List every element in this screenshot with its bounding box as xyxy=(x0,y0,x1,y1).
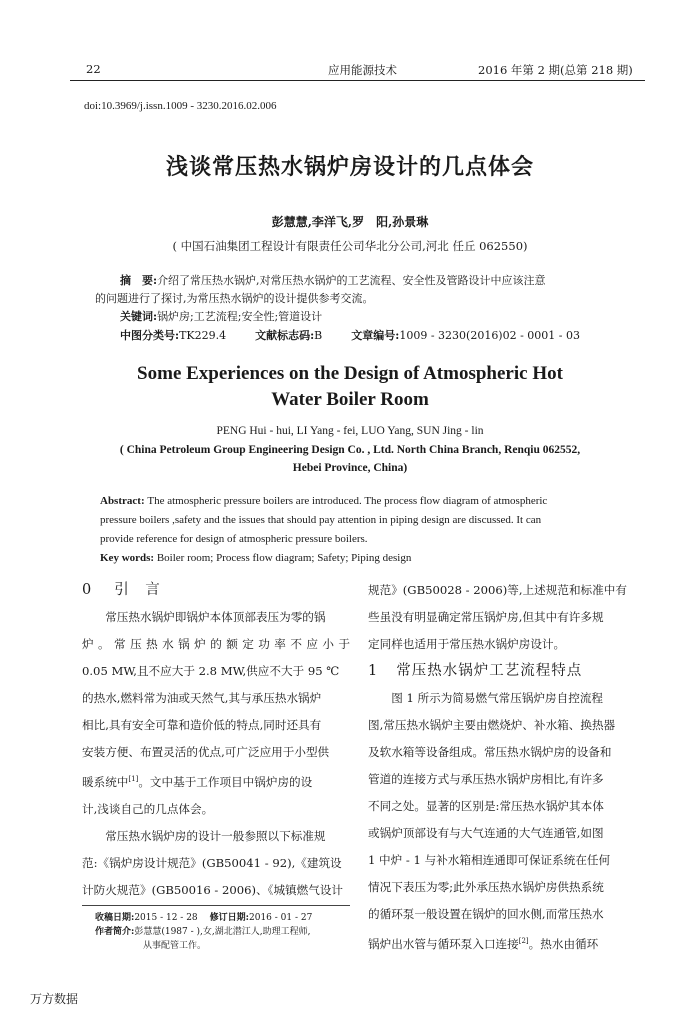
authors-en: PENG Hui - hui, LI Yang - fei, LUO Yang, SUN Jing - lin xyxy=(216,425,484,437)
affiliation-en-line1: ( China Petroleum Group Engineering Design Co. , Ltd. North China Branch, Renqiu 062552, xyxy=(119,444,581,456)
doi: doi:10.3969/j.issn.1009 - 3230.2016.02.006 xyxy=(84,100,277,112)
footnote-rule xyxy=(82,905,350,906)
abstract-cn-line1: 摘 要:介绍了常压热水锅炉,对常压热水锅炉的工艺流程、安全性及管路设计中应该注意 xyxy=(120,274,546,287)
section-1-heading: 1 常压热水锅炉工艺流程特点 xyxy=(368,663,583,679)
authors-cn: 彭慧慧,李洋飞,罗 阳,孙景琳 xyxy=(271,215,429,229)
journal-name: 应用能源技术 xyxy=(328,63,397,77)
left-column: 0 引 言 常压热水锅炉即锅炉本体顶部表压为零的锅 炉。常压热水锅炉的额定功率不应小于 0.05 MW,且不应大于 2.8 MW,供应不大于 95 ℃ 的热水,燃料常为油或天然气,其与承压热水锅炉 相比,具有安全可靠和造价低的特点,同时还具有 安装方便、布置灵活的优点,可广泛应用于小型供 暖系统中[1]。文中基于工作项目中锅炉房的设 计,浅谈自己的几点体会。 常压热水锅炉房的设计一般参照以下标准规 范:《锅炉房设计规范》(GB50041 - 92),《建筑设 计防火规范》(GB50016 - 2006)、《城镇燃气设计 xyxy=(82,577,350,904)
watermark: 万方数据 xyxy=(30,992,79,1006)
abstract-cn-line2: 的问题进行了探讨,为常压热水锅炉的设计提供参考交流。 xyxy=(95,292,374,305)
section-0-heading: 0 引 言 xyxy=(82,582,161,598)
citation-1: [1] xyxy=(128,775,139,783)
footnote: 收稿日期:2015 - 12 - 28 修订日期:2016 - 01 - 27 作者简介:彭慧慧(1987 - ),女,湖北潜江人,助理工程师, 从事配管工作。 xyxy=(95,913,313,951)
citation-2: [2] xyxy=(518,937,529,945)
keywords-cn: 关键词:锅炉房;工艺流程;安全性;管道设计 xyxy=(120,310,323,323)
page-number: 22 xyxy=(86,62,101,76)
issue-info: 2016 年第 2 期(总第 218 期) xyxy=(478,63,633,77)
title-en-line1: Some Experiences on the Design of Atmospheric Hot xyxy=(137,363,563,384)
abstract-en: Abstract: The atmospheric pressure boilers are introduced. The process flow diagram of atmospheric pressure boilers ,safety and the issues that should pay attention in piping design are discussed. It can provide reference for design of atmospheric pressure boilers. Key words: Boiler room; Process flow diagram; Safety; Piping design xyxy=(100,495,548,564)
right-column: 规范》(GB50028 - 2006)等,上述规范和标准中有 些虽没有明显确定常压锅炉房,但其中有许多规 定同样也适用于常压热水锅炉房设计。 1 常压热水锅炉工艺流程特点 图 1 所示为简易燃气常压锅炉房自控流程 图,常压热水锅炉主要由燃烧炉、补水箱、换热器 及软水箱等设备组成。常压热水锅炉房的设备和 管道的连接方式与承压热水锅炉房相比,有许多 不同之处。显著的区别是:常压热水锅炉其本体 或锅炉顶部设有与大气连通的大气连通管,如图 1 中炉 - 1 与补水箱相连通即可保证系统在任何 情况下表压为零;此外承压热水锅炉房供热系统 的循环泵一般设置在锅炉的回水侧,而常压热水 锅炉出水管与循环泵入口连接[2]。热水由循环 xyxy=(368,577,638,958)
affiliation-cn: ( 中国石油集团工程设计有限责任公司华北分公司,河北 任丘 062550) xyxy=(172,239,528,253)
header-rule xyxy=(70,80,645,81)
affiliation-en-line2: Hebei Province, China) xyxy=(292,462,408,474)
title-cn: 浅谈常压热水锅炉房设计的几点体会 xyxy=(165,154,534,180)
classification-line: 中图分类号:TK229.4 文献标志码:B 文章编号:1009 - 3230(2016)02 - 0001 - 03 xyxy=(120,329,581,342)
abstract-cn-label: 摘 要: xyxy=(120,274,158,287)
title-en-line2: Water Boiler Room xyxy=(271,389,429,410)
